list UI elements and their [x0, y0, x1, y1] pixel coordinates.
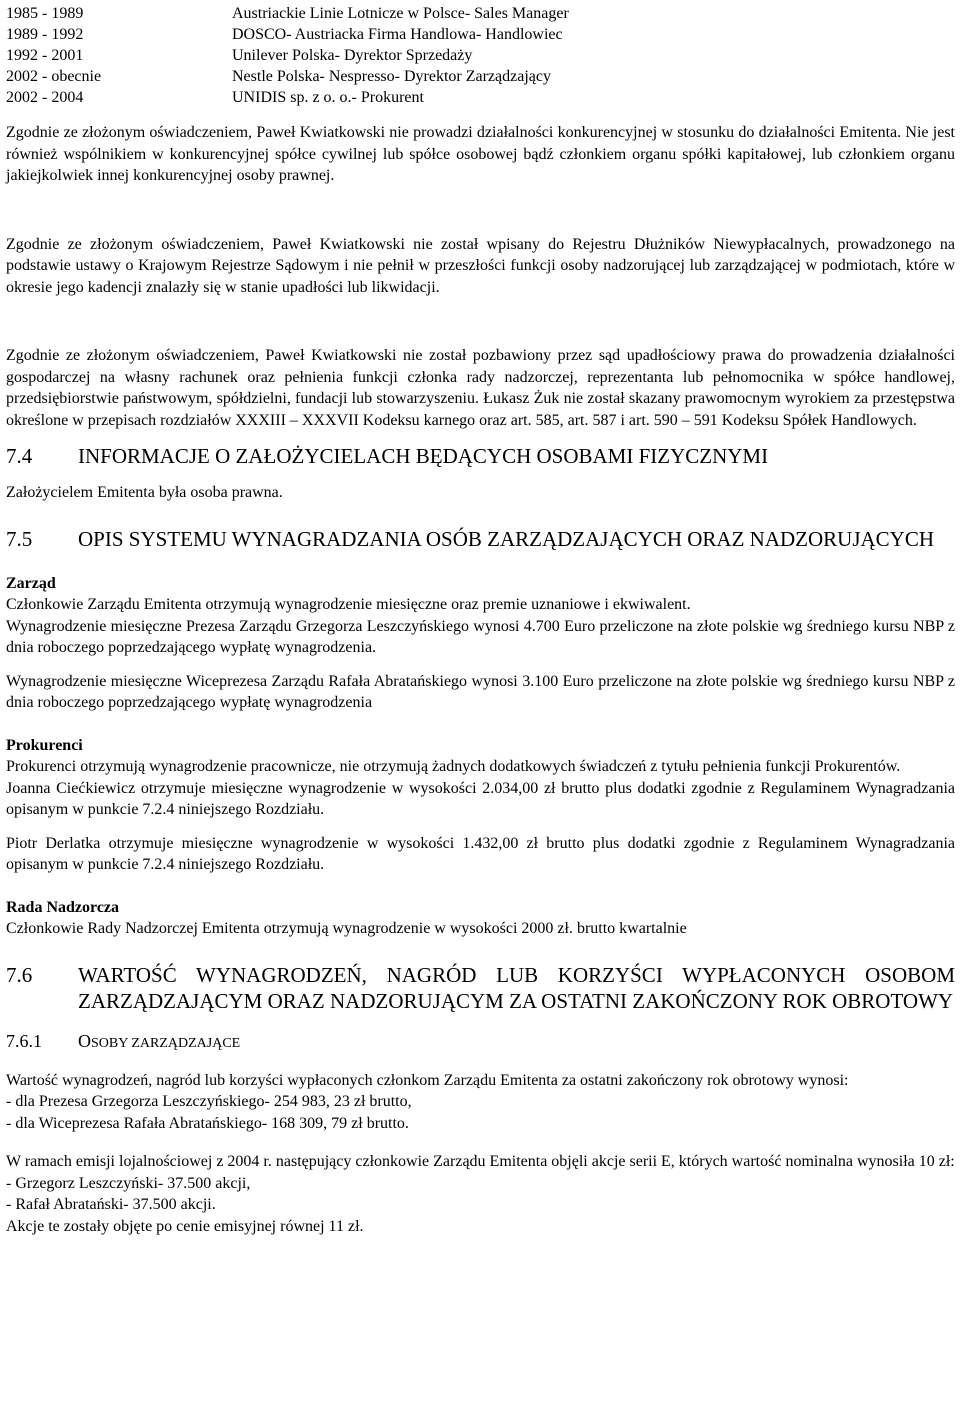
- insolvency-statement: Zgodnie ze złożonym oświadczeniem, Paweł Kwiatkowski nie został wpisany do Rejestru Dłużników Niewypłacalnych, prowadzonego na podstawie ustawy o Krajowym Rejestrze Sądowym i nie pełnił w przeszłości funkcji osoby nadzorującej lub zarządzającej w podmiotach, które w okresie jego kadencji znalazły się w stanie upadłości lub likwidacji.: [6, 235, 955, 296]
- list-item: - Rafał Abratański- 37.500 akcji.: [6, 1196, 216, 1213]
- section-7-6-heading: [6, 962, 955, 1014]
- prokurenci-paragraph: Prokurenci otrzymują wynagrodzenie pracownicze, nie otrzymują żadnych dodatkowych świadczeń z tytułu pełnienia funkcji Prokurentów.: [6, 758, 901, 775]
- zarzad-paragraph: Członkowie Zarządu Emitenta otrzymują wynagrodzenie miesięczne oraz premie uznaniowe i ekwiwalent.: [6, 596, 691, 613]
- zarzad-label: Zarząd: [6, 574, 56, 592]
- prokurenci-paragraph: Joanna Ciećkiewicz otrzymuje miesięczne wynagrodzenie w wysokości 2.034,00 zł brutto plus dodatki zgodnie z Regulaminem Wynagradzania opisanym w punkcie 7.2.4 niniejszego Rozdziału.: [6, 779, 955, 818]
- prokurenci-paragraph: Piotr Derlatka otrzymuje miesięczne wynagrodzenie w wysokości 1.432,00 zł brutto plus dodatki zgodnie z Regulaminem Wynagradzania opisanym w punkcie 7.2.4 niniejszego Rozdziału.: [6, 834, 955, 873]
- career-period: 2002 - 2004: [6, 89, 84, 106]
- career-period: 1985 - 1989: [6, 5, 84, 22]
- list-item: - dla Wiceprezesa Rafała Abratańskiego- 168 309, 79 zł brutto.: [6, 1114, 409, 1132]
- competition-statement: Zgodnie ze złożonym oświadczeniem, Paweł Kwiatkowski nie prowadzi działalności konkurencyjnej w stosunku do działalności Emitenta. Nie jest również wspólnikiem w konkurencyjnej spółce cywilnej lub spółce osobowej bądź członkiem organu spółki kapitałowej, lub członkiem organu jakiejkolwiek innej konkurencyjnej osoby prawnej.: [6, 124, 955, 184]
- section-title: INFORMACJE O ZAŁOŻYCIELACH BĘDĄCYCH OSOBAMI FIZYCZNYMI: [78, 444, 769, 468]
- prokurenci-label: Prokurenci: [6, 736, 83, 754]
- career-role: DOSCO- Austriacka Firma Handlowa- Handlowiec: [232, 26, 563, 43]
- section-title: WARTOŚĆ WYNAGRODZEŃ, NAGRÓD LUB KORZYŚCI WYPŁACONYCH OSOBOM ZARZĄDZAJĄCYM ORAZ NADZORUJĄCYM ZA OSTATNI ZAKOŃCZONY ROK OBROTOWY: [78, 962, 955, 1013]
- career-period: 2002 - obecnie: [6, 68, 102, 85]
- career-role: Austriackie Linie Lotnicze w Polsce- Sales Manager: [232, 5, 569, 22]
- list-item: - dla Prezesa Grzegorza Leszczyńskiego- 254 983, 23 zł brutto,: [6, 1093, 412, 1110]
- document-page: [6, 3, 955, 1237]
- section-7-6-1-heading: [6, 1030, 955, 1055]
- zarzad-paragraph: Wynagrodzenie miesięczne Wiceprezesa Zarządu Rafała Abratańskiego wynosi 3.100 Euro przeliczone na złote polskie wg średniego kursu NBP z dnia roboczego poprzedzającego wypłatę wynagrodzenia: [6, 672, 955, 711]
- section-number: 7.4: [6, 444, 33, 468]
- career-history: [6, 3, 955, 108]
- section-7-4-heading: [6, 443, 955, 469]
- section-7-5-heading: [6, 526, 955, 552]
- section-number: 7.6.1: [6, 1030, 42, 1051]
- career-role: Nestle Polska- Nespresso- Dyrektor Zarządzający: [232, 68, 551, 85]
- rada-label: Rada Nadzorcza: [6, 898, 120, 916]
- section-number: 7.6: [6, 962, 33, 987]
- founders-text: Założycielem Emitenta była osoba prawna.: [6, 484, 283, 501]
- closing-text: Akcje te zostały objęte po cenie emisyjnej równej 11 zł.: [6, 1217, 364, 1235]
- career-role: UNIDIS sp. z o. o.- Prokurent: [232, 89, 424, 106]
- list-item: - Grzegorz Leszczyński- 37.500 akcji,: [6, 1174, 251, 1192]
- remuneration-intro: Wartość wynagrodzeń, nagród lub korzyści wypłaconych członkom Zarządu Emitenta za ostatni zakończony rok obrotowy wynosi:: [6, 1071, 849, 1089]
- section-title: OPIS SYSTEMU WYNAGRADZANIA OSÓB ZARZĄDZAJĄCYCH ORAZ NADZORUJĄCYCH: [78, 526, 934, 551]
- prohibition-statement: Zgodnie ze złożonym oświadczeniem, Paweł Kwiatkowski nie został pozbawiony przez sąd upadłościowy prawa do prowadzenia działalności gospodarczej na własny rachunek oraz pełnienia funkcji członka rady nadzorczej, reprezentanta lub pełnomocnika w spółce handlowej, przedsiębiorstwie państwowym, spółdzielni, fundacji lub stowarzyszeniu. Łukasz Żuk nie został skazany prawomocnym wyrokiem za przestępstwa określone w przepisach rozdziałów XXXIII – XXXVII Kodeksu karnego oraz art. 585, art. 587 i art. 590 – 591 Kodeksu Spółek Handlowych.: [6, 347, 955, 429]
- title-initial: O: [78, 1030, 91, 1051]
- career-period: 1989 - 1992: [6, 26, 84, 43]
- title-rest: SOBY ZARZĄDZAJĄCE: [91, 1035, 241, 1051]
- emission-paragraph: W ramach emisji lojalnościowej z 2004 r. następujący członkowie Zarządu Emitenta objęli akcje serii E, których wartość nominalna wynosiła 10 zł:: [6, 1153, 955, 1170]
- career-role: Unilever Polska- Dyrektor Sprzedaży: [232, 47, 473, 64]
- section-number: 7.5: [6, 526, 33, 551]
- section-title: [78, 1030, 955, 1055]
- career-period: 1992 - 2001: [6, 47, 84, 64]
- rada-paragraph: Członkowie Rady Nadzorczej Emitenta otrzymują wynagrodzenie w wysokości 2000 zł. brutto kwartalnie: [6, 920, 687, 937]
- zarzad-paragraph: Wynagrodzenie miesięczne Prezesa Zarządu Grzegorza Leszczyńskiego wynosi 4.700 Euro przeliczone na złote polskie wg średniego kursu NBP z dnia roboczego poprzedzającego wypłatę wynagrodzenia.: [6, 617, 955, 656]
